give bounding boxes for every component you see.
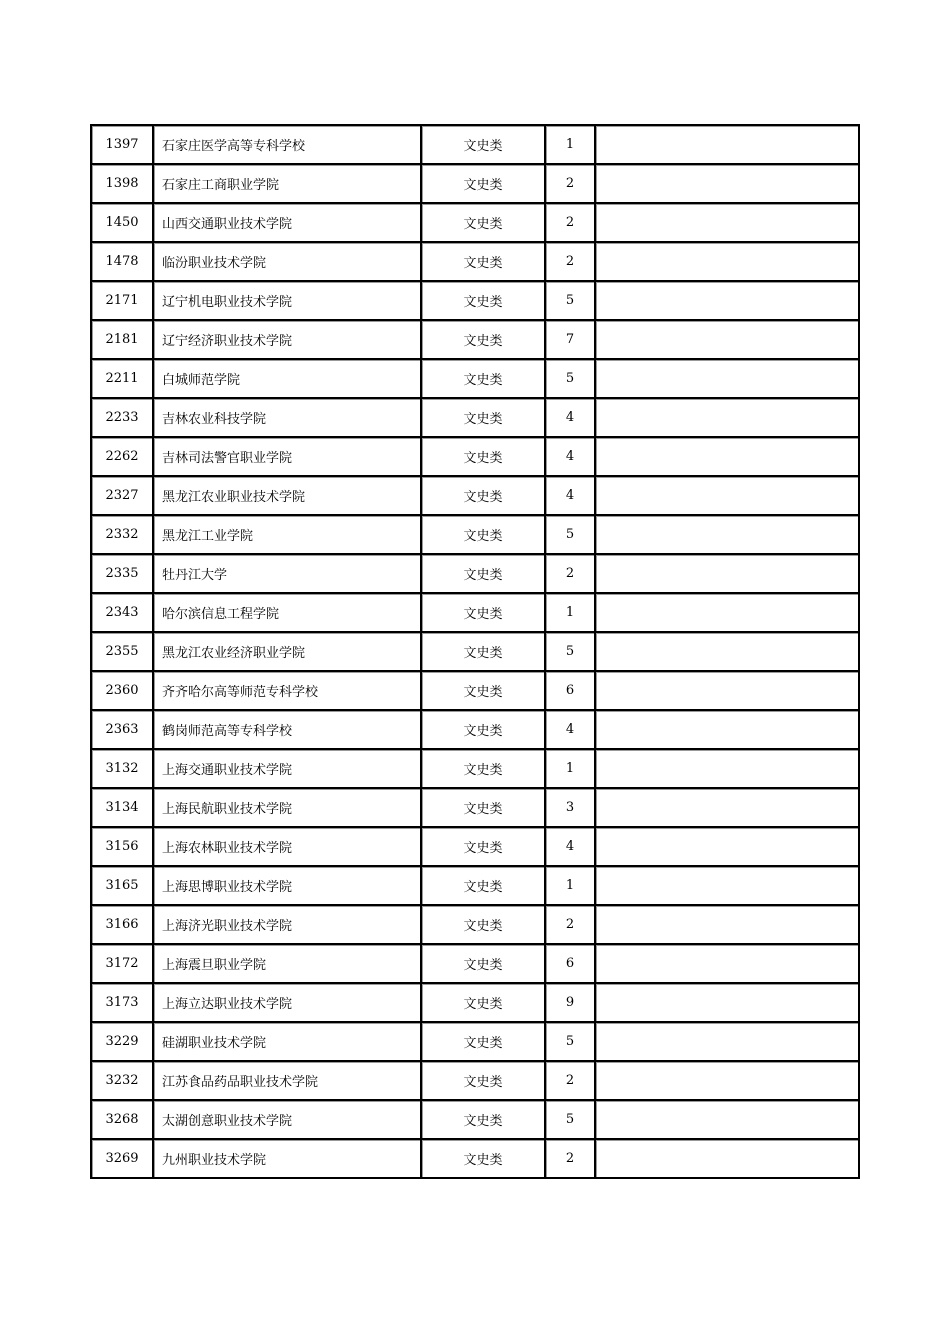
remarks-cell: [596, 1101, 858, 1140]
school-code-cell: 2262: [92, 438, 154, 477]
plan-count-cell: 5: [546, 282, 596, 321]
plan-count-cell: 3: [546, 789, 596, 828]
school-name-cell: 白城师范学院: [154, 360, 422, 399]
school-code-cell: 3166: [92, 906, 154, 945]
subject-category-cell: 文史类: [422, 282, 546, 321]
subject-category-cell: 文史类: [422, 1062, 546, 1101]
subject-category-cell: 文史类: [422, 945, 546, 984]
remarks-cell: [596, 321, 858, 360]
plan-count-cell: 4: [546, 399, 596, 438]
table-row: [92, 438, 858, 477]
remarks-cell: [596, 1062, 858, 1101]
subject-category-cell: 文史类: [422, 906, 546, 945]
school-code-cell: 2360: [92, 672, 154, 711]
school-name-cell: 上海交通职业技术学院: [154, 750, 422, 789]
plan-count-cell: 6: [546, 945, 596, 984]
remarks-cell: [596, 867, 858, 906]
school-code-cell: 1398: [92, 165, 154, 204]
subject-category-cell: 文史类: [422, 1101, 546, 1140]
remarks-cell: [596, 516, 858, 555]
plan-count-cell: 4: [546, 438, 596, 477]
subject-category-cell: 文史类: [422, 867, 546, 906]
school-name-cell: 吉林司法警官职业学院: [154, 438, 422, 477]
school-name-cell: 黑龙江工业学院: [154, 516, 422, 555]
school-code-cell: 3173: [92, 984, 154, 1023]
table-row: [92, 867, 858, 906]
remarks-cell: [596, 789, 858, 828]
plan-count-cell: 5: [546, 1101, 596, 1140]
school-name-cell: 太湖创意职业技术学院: [154, 1101, 422, 1140]
school-name-cell: 上海思博职业技术学院: [154, 867, 422, 906]
table-row: [92, 906, 858, 945]
school-name-cell: 硅湖职业技术学院: [154, 1023, 422, 1062]
table-row: [92, 1101, 858, 1140]
table-row: [92, 633, 858, 672]
table-row: [92, 945, 858, 984]
table-row: [92, 516, 858, 555]
school-name-cell: 江苏食品药品职业技术学院: [154, 1062, 422, 1101]
school-name-cell: 山西交通职业技术学院: [154, 204, 422, 243]
table-row: [92, 243, 858, 282]
school-name-cell: 上海民航职业技术学院: [154, 789, 422, 828]
school-code-cell: 3132: [92, 750, 154, 789]
remarks-cell: [596, 477, 858, 516]
subject-category-cell: 文史类: [422, 399, 546, 438]
school-name-cell: 齐齐哈尔高等师范专科学校: [154, 672, 422, 711]
table-row: [92, 204, 858, 243]
school-name-cell: 黑龙江农业经济职业学院: [154, 633, 422, 672]
table-row: [92, 321, 858, 360]
plan-count-cell: 5: [546, 633, 596, 672]
subject-category-cell: 文史类: [422, 828, 546, 867]
subject-category-cell: 文史类: [422, 750, 546, 789]
school-code-cell: 3268: [92, 1101, 154, 1140]
school-name-cell: 辽宁经济职业技术学院: [154, 321, 422, 360]
table-row: [92, 399, 858, 438]
remarks-cell: [596, 633, 858, 672]
school-code-cell: 3172: [92, 945, 154, 984]
plan-count-cell: 2: [546, 243, 596, 282]
plan-count-cell: 9: [546, 984, 596, 1023]
school-code-cell: 2171: [92, 282, 154, 321]
remarks-cell: [596, 360, 858, 399]
school-code-cell: 2327: [92, 477, 154, 516]
table-body: [92, 126, 858, 1177]
school-code-cell: 3165: [92, 867, 154, 906]
subject-category-cell: 文史类: [422, 555, 546, 594]
plan-count-cell: 5: [546, 360, 596, 399]
school-code-cell: 1397: [92, 126, 154, 165]
plan-count-cell: 1: [546, 867, 596, 906]
school-code-cell: 2332: [92, 516, 154, 555]
remarks-cell: [596, 1140, 858, 1177]
table-row: [92, 165, 858, 204]
school-name-cell: 上海农林职业技术学院: [154, 828, 422, 867]
subject-category-cell: 文史类: [422, 165, 546, 204]
remarks-cell: [596, 828, 858, 867]
remarks-cell: [596, 984, 858, 1023]
remarks-cell: [596, 672, 858, 711]
table-row: [92, 750, 858, 789]
remarks-cell: [596, 243, 858, 282]
plan-count-cell: 6: [546, 672, 596, 711]
remarks-cell: [596, 165, 858, 204]
subject-category-cell: 文史类: [422, 1023, 546, 1062]
school-code-cell: 3229: [92, 1023, 154, 1062]
plan-count-cell: 7: [546, 321, 596, 360]
subject-category-cell: 文史类: [422, 516, 546, 555]
school-name-cell: 上海济光职业技术学院: [154, 906, 422, 945]
remarks-cell: [596, 594, 858, 633]
school-code-cell: 2233: [92, 399, 154, 438]
remarks-cell: [596, 1023, 858, 1062]
school-name-cell: 鹤岗师范高等专科学校: [154, 711, 422, 750]
school-name-cell: 临汾职业技术学院: [154, 243, 422, 282]
subject-category-cell: 文史类: [422, 594, 546, 633]
subject-category-cell: 文史类: [422, 672, 546, 711]
school-code-cell: 2335: [92, 555, 154, 594]
plan-count-cell: 1: [546, 126, 596, 165]
school-name-cell: 上海立达职业技术学院: [154, 984, 422, 1023]
table-row: [92, 126, 858, 165]
table-row: [92, 984, 858, 1023]
school-code-cell: 3232: [92, 1062, 154, 1101]
plan-count-cell: 1: [546, 594, 596, 633]
school-code-cell: 3156: [92, 828, 154, 867]
plan-count-cell: 2: [546, 1140, 596, 1177]
school-name-cell: 上海震旦职业学院: [154, 945, 422, 984]
table-row: [92, 360, 858, 399]
school-code-cell: 2211: [92, 360, 154, 399]
table-row: [92, 282, 858, 321]
plan-count-cell: 4: [546, 828, 596, 867]
subject-category-cell: 文史类: [422, 126, 546, 165]
remarks-cell: [596, 750, 858, 789]
table-row: [92, 1140, 858, 1177]
table-row: [92, 555, 858, 594]
school-name-cell: 石家庄工商职业学院: [154, 165, 422, 204]
plan-count-cell: 2: [546, 1062, 596, 1101]
plan-count-cell: 4: [546, 477, 596, 516]
plan-count-cell: 4: [546, 711, 596, 750]
remarks-cell: [596, 282, 858, 321]
subject-category-cell: 文史类: [422, 711, 546, 750]
subject-category-cell: 文史类: [422, 204, 546, 243]
subject-category-cell: 文史类: [422, 360, 546, 399]
school-name-cell: 哈尔滨信息工程学院: [154, 594, 422, 633]
table-row: [92, 1023, 858, 1062]
subject-category-cell: 文史类: [422, 438, 546, 477]
table-row: [92, 789, 858, 828]
plan-count-cell: 2: [546, 906, 596, 945]
school-code-cell: 2355: [92, 633, 154, 672]
school-name-cell: 牡丹江大学: [154, 555, 422, 594]
subject-category-cell: 文史类: [422, 1140, 546, 1177]
remarks-cell: [596, 126, 858, 165]
remarks-cell: [596, 438, 858, 477]
school-code-cell: 3269: [92, 1140, 154, 1177]
school-code-cell: 3134: [92, 789, 154, 828]
school-name-cell: 石家庄医学高等专科学校: [154, 126, 422, 165]
remarks-cell: [596, 555, 858, 594]
school-code-cell: 2363: [92, 711, 154, 750]
table-row: [92, 1062, 858, 1101]
table-row: [92, 477, 858, 516]
school-name-cell: 辽宁机电职业技术学院: [154, 282, 422, 321]
subject-category-cell: 文史类: [422, 789, 546, 828]
admission-plan-table: [90, 124, 860, 1179]
school-code-cell: 1450: [92, 204, 154, 243]
table-row: [92, 711, 858, 750]
school-name-cell: 黑龙江农业职业技术学院: [154, 477, 422, 516]
plan-count-cell: 2: [546, 555, 596, 594]
plan-count-cell: 1: [546, 750, 596, 789]
subject-category-cell: 文史类: [422, 633, 546, 672]
remarks-cell: [596, 711, 858, 750]
table-row: [92, 672, 858, 711]
subject-category-cell: 文史类: [422, 243, 546, 282]
school-code-cell: 1478: [92, 243, 154, 282]
school-code-cell: 2343: [92, 594, 154, 633]
plan-count-cell: 5: [546, 1023, 596, 1062]
school-name-cell: 吉林农业科技学院: [154, 399, 422, 438]
remarks-cell: [596, 945, 858, 984]
subject-category-cell: 文史类: [422, 321, 546, 360]
remarks-cell: [596, 204, 858, 243]
plan-count-cell: 5: [546, 516, 596, 555]
table-row: [92, 594, 858, 633]
remarks-cell: [596, 906, 858, 945]
remarks-cell: [596, 399, 858, 438]
school-code-cell: 2181: [92, 321, 154, 360]
table-row: [92, 828, 858, 867]
plan-count-cell: 2: [546, 165, 596, 204]
plan-count-cell: 2: [546, 204, 596, 243]
subject-category-cell: 文史类: [422, 477, 546, 516]
subject-category-cell: 文史类: [422, 984, 546, 1023]
school-name-cell: 九州职业技术学院: [154, 1140, 422, 1177]
